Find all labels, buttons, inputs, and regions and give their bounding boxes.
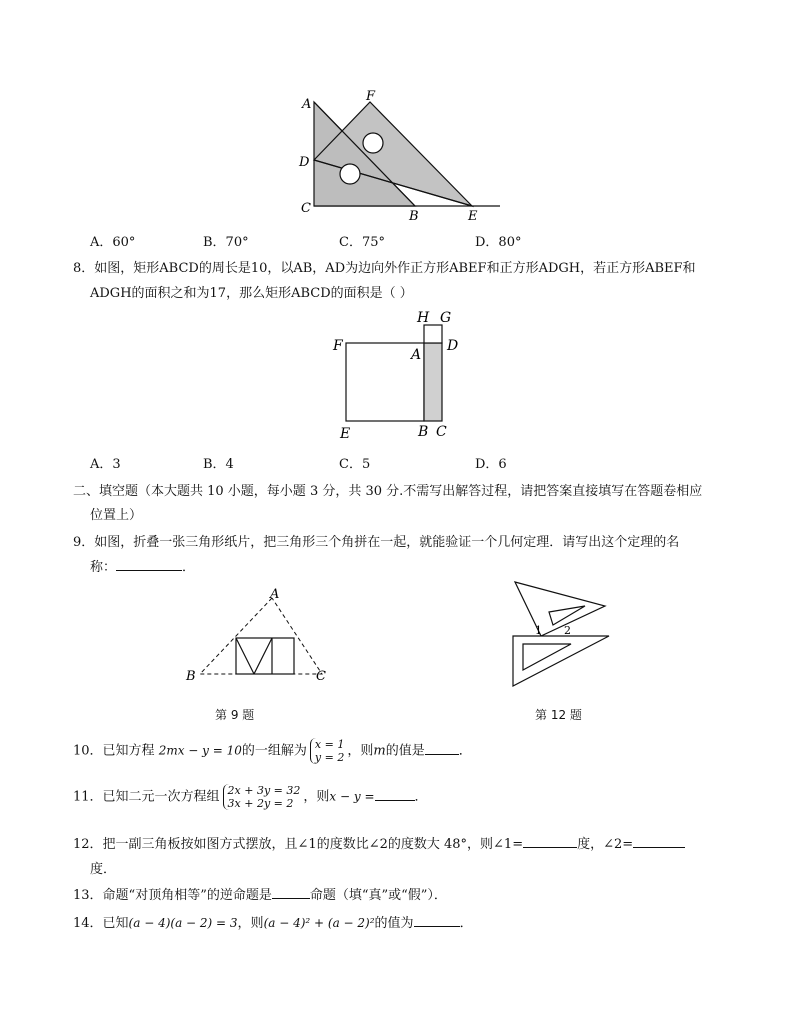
angle-2-label: 2 [564,624,571,637]
q7-option-b[interactable]: B．70° [203,235,249,250]
q11-answer-blank[interactable] [375,788,415,801]
q13-answer-blank[interactable] [272,886,310,899]
q8-text-line2: ADGH的面积之和为17，那么矩形ABCD的面积是（ ） [90,286,413,301]
q7-option-d[interactable]: D．80° [475,235,522,250]
q12-text-line2: 度． [90,862,117,877]
figure-q12 [505,580,620,690]
q11-system: 2x + 3y = 32 3x + 2y = 2 [223,784,301,810]
q11-text: 11．已知二元一次方程组 2x + 3y = 32 3x + 2y = 2 ，则x − y = ． [73,784,428,810]
q12-angle1-blank[interactable] [523,835,577,848]
angle-1-label: 1 [535,624,542,637]
q12-figure-caption: 第 12 题 [535,708,582,722]
label-A: A [302,97,312,112]
q9-figure-caption: 第 9 题 [215,708,255,722]
label-E: E [340,426,351,442]
q10-answer-blank[interactable] [425,742,459,755]
label-C: C [436,424,447,440]
label-D: D [299,155,310,170]
q10-system: x = 1 y = 2 [310,738,344,764]
section2-heading-line1: 二、填空题（本大题共 10 小题，每小题 3 分，共 30 分.不需写出解答过程，请把答案直接填写在答题卷相应 [73,484,703,499]
label-H: H [417,310,430,326]
label-D: D [447,338,459,354]
q9-text-line1: 9．如图，折叠一张三角形纸片，把三角形三个角拼在一起，就能验证一个几何定理．请写出这个定理的名 [73,535,680,550]
label-B: B [409,209,419,224]
label-E: E [468,209,478,224]
q12-angle2-blank[interactable] [633,835,685,848]
label-A: A [411,347,422,363]
label-C: C [301,201,311,216]
figure-q9 [180,588,340,688]
q8-option-a[interactable]: A．3 [90,457,121,472]
q8-option-d[interactable]: D．6 [475,457,507,472]
q7-option-a[interactable]: A．60° [90,235,136,250]
q7-option-c[interactable]: C．75° [339,235,385,250]
label-F: F [366,89,376,104]
figure-q8 [330,305,470,445]
q8-text-line1: 8．如图，矩形ABCD的周长是10，以AB，AD为边向外作正方形ABEF和正方形ADGH，若正方形ABEF和 [73,261,696,276]
label-C: C [316,669,326,684]
q14-text: 14．已知(a − 4)(a − 2) = 3，则(a − 4)² + (a − 2)²的值为 ． [73,916,473,931]
section2-heading-line2: 位置上） [90,508,143,523]
label-B: B [186,669,196,684]
q14-answer-blank[interactable] [414,914,460,927]
q9-text-line2: 称： ． [90,560,196,575]
label-F: F [333,338,343,354]
figure-q7 [290,88,510,228]
q12-text-line1: 12．把一副三角板按如图方式摆放，且∠1的度数比∠2的度数大 48°，则∠1= 度，∠2= [73,833,685,852]
q9-answer-blank[interactable] [116,558,182,571]
q8-option-b[interactable]: B．4 [203,457,234,472]
label-A: A [270,588,280,602]
q13-text: 13．命题“对顶角相等”的逆命题是 命题（填“真”或“假”）． [73,888,447,903]
q8-option-c[interactable]: C．5 [339,457,371,472]
label-G: G [440,310,452,326]
label-B: B [418,424,429,440]
q10-text: 10．已知方程 2mx − y = 10的一组解为 x = 1 y = 2 ，则m的值是 ． [73,738,472,764]
